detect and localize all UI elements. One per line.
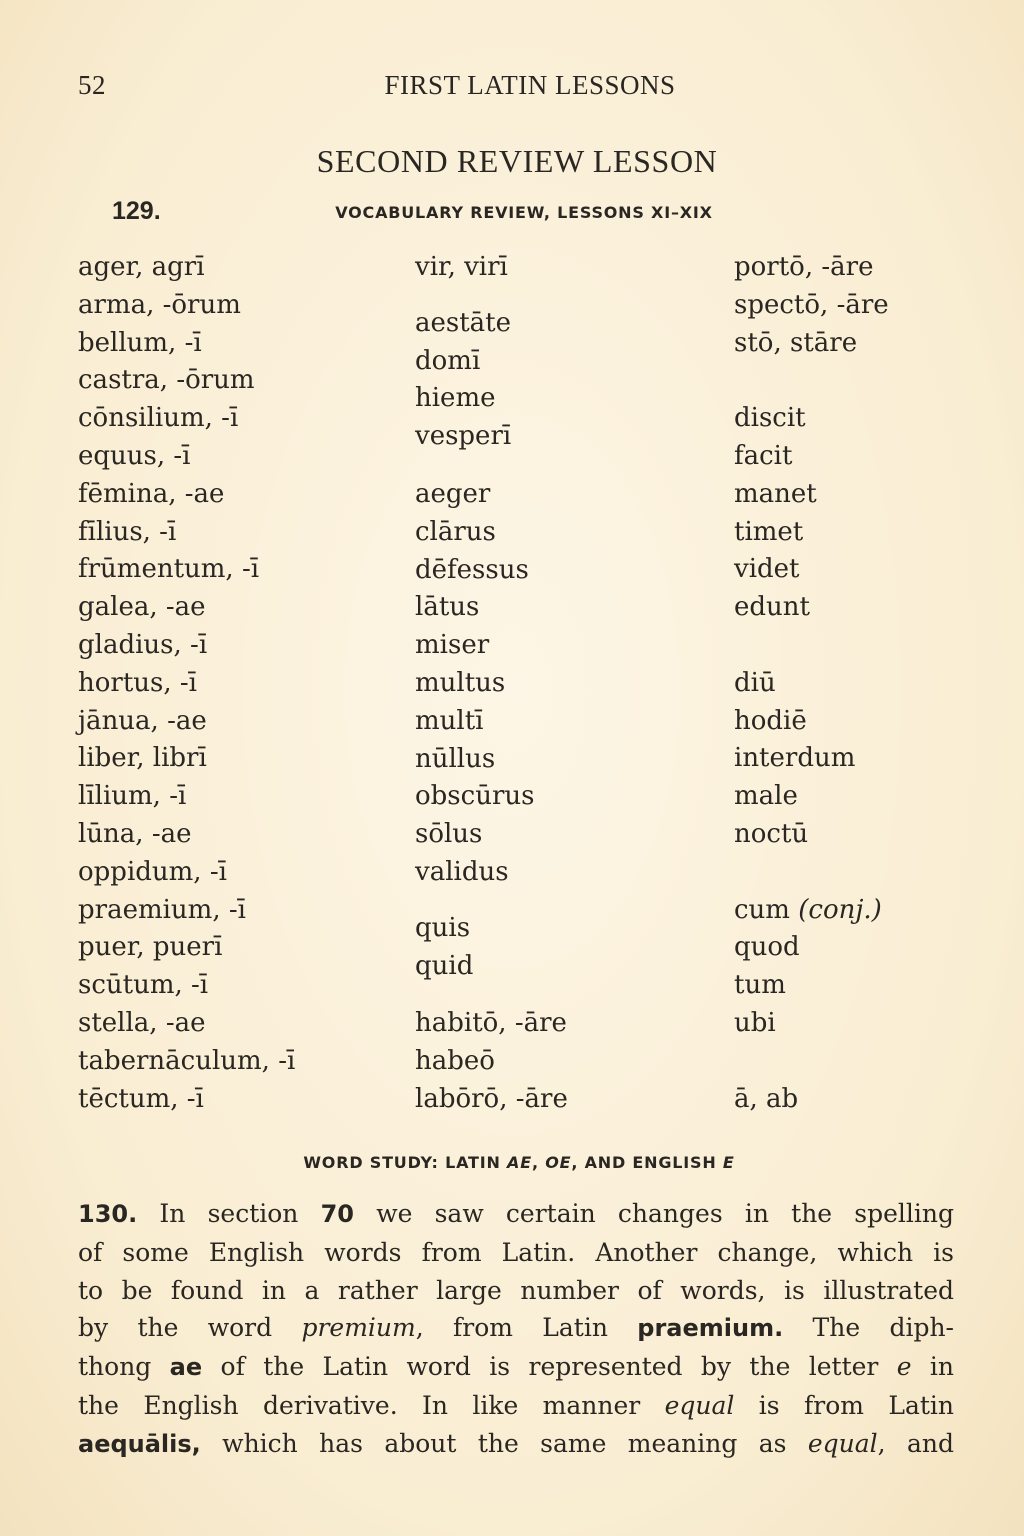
vocab-word: tum	[734, 970, 786, 1001]
conj-note: (conj.)	[798, 894, 882, 925]
para-line: by the word premium, from Latin praemium. The diph-	[78, 1313, 954, 1343]
para-line: 130. In section 70 we saw certain changes in the spelling	[78, 1199, 954, 1228]
vocab-column-verbs	[734, 249, 889, 1118]
vocab-word: līlium, -ī	[78, 781, 187, 812]
running-head	[78, 70, 952, 110]
vocab-word: labōrō, -āre	[415, 1083, 568, 1114]
vocab-word: ā, ab	[734, 1083, 799, 1114]
vocab-word: oppidum, -ī	[78, 856, 227, 887]
vocab-word: dēfessus	[415, 554, 529, 585]
lesson-title: SECOND REVIEW LESSON	[316, 143, 718, 179]
cum-word: cum	[734, 894, 790, 925]
vocab-word: praemium, -ī	[78, 894, 246, 925]
vocab-word: spectō, -āre	[734, 289, 889, 320]
vocab-word: castra, -ōrum	[78, 365, 255, 396]
vocab-word: hieme	[415, 383, 496, 414]
para-line: of some English words from Latin. Another change, which is	[78, 1237, 954, 1267]
vocab-column-middle	[415, 249, 568, 1119]
vocab-word: diū	[734, 667, 776, 698]
para-line: thong ae of the Latin word is represented by the letter e in	[78, 1352, 954, 1382]
vocab-word: quid	[415, 950, 474, 981]
vocabulary-heading: VOCABULARY REVIEW, LESSONS XI–XIX	[335, 203, 713, 222]
vocab-word: discit	[734, 403, 806, 434]
vocab-word: aeger	[415, 478, 491, 509]
vocab-word: multus	[415, 667, 506, 698]
vocab-word: fēmina, -ae	[78, 478, 225, 509]
vocab-word: vesperī	[415, 421, 512, 452]
vocab-word: timet	[734, 516, 804, 547]
vocab-word-cum	[734, 892, 889, 930]
vocab-word: arma, -ōrum	[78, 289, 241, 320]
vocab-word: validus	[415, 856, 509, 887]
vocab-word: manet	[734, 478, 817, 509]
vocab-word: miser	[415, 630, 490, 661]
vocab-word: bellum, -ī	[78, 327, 202, 358]
para-line: to be found in a rather large number of words, is illustrated	[78, 1275, 954, 1305]
vocab-word: equus, -ī	[78, 440, 191, 471]
vocab-word: portō, -āre	[734, 252, 874, 282]
section-130-paragraph	[78, 1195, 954, 1464]
vocab-word: hortus, -ī	[78, 667, 197, 698]
book-title: FIRST LATIN LESSONS	[384, 70, 676, 100]
para-line: aequālis, which has about the same meaning as equal, and	[78, 1428, 955, 1458]
vocab-word: male	[734, 781, 798, 812]
vocab-word: aestāte	[415, 307, 512, 338]
vocab-word: noctū	[734, 818, 809, 849]
vocab-word: lūna, -ae	[78, 818, 192, 849]
vocab-word: clārus	[415, 516, 496, 547]
vocab-word: galea, -ae	[78, 592, 206, 623]
page-number: 52	[78, 70, 106, 100]
word-study-heading: WORD STUDY: LATIN AE, OE, AND ENGLISH E	[303, 1153, 735, 1172]
vocab-word: jānua, -ae	[78, 705, 207, 736]
vocab-word: ager, agrī	[78, 252, 205, 282]
vocab-word: multī	[415, 705, 484, 736]
vocab-word: scūtum, -ī	[78, 970, 209, 1001]
vocab-word: habeō	[415, 1046, 495, 1077]
vocab-column-nouns	[78, 249, 295, 1118]
vocab-word: videt	[734, 554, 800, 585]
vocab-word: frūmentum, -ī	[78, 554, 260, 585]
vocab-word: stella, -ae	[78, 1007, 206, 1038]
vocab-word: cōnsilium, -ī	[78, 403, 239, 434]
vocab-word: ubi	[734, 1007, 776, 1038]
vocab-word: lātus	[415, 592, 480, 623]
vocab-word: interdum	[734, 743, 856, 774]
vocab-word: quis	[415, 912, 471, 943]
vocab-word: hodiē	[734, 705, 807, 736]
vocab-word: gladius, -ī	[78, 629, 208, 660]
section-number: 129.	[112, 197, 161, 225]
vocab-word: nūllus	[415, 743, 496, 774]
para-line: the English derivative. In like manner equal is from Latin	[78, 1390, 954, 1420]
vocab-word: vir, virī	[415, 252, 508, 282]
vocab-word: stō, stāre	[734, 327, 858, 358]
vocab-word: obscūrus	[415, 781, 535, 812]
vocab-word: edunt	[734, 592, 810, 623]
vocab-word: puer, puerī	[78, 932, 223, 963]
vocab-word: tabernāculum, -ī	[78, 1045, 296, 1076]
vocab-word: fīlius, -ī	[78, 516, 177, 547]
vocab-word: facit	[734, 440, 793, 471]
vocab-word: tēctum, -ī	[78, 1083, 204, 1114]
vocab-word: sōlus	[415, 819, 483, 850]
vocab-word: habitō, -āre	[415, 1008, 567, 1039]
vocab-word: quod	[734, 932, 800, 963]
vocab-word: liber, librī	[78, 743, 207, 774]
vocab-word: domī	[415, 345, 481, 376]
